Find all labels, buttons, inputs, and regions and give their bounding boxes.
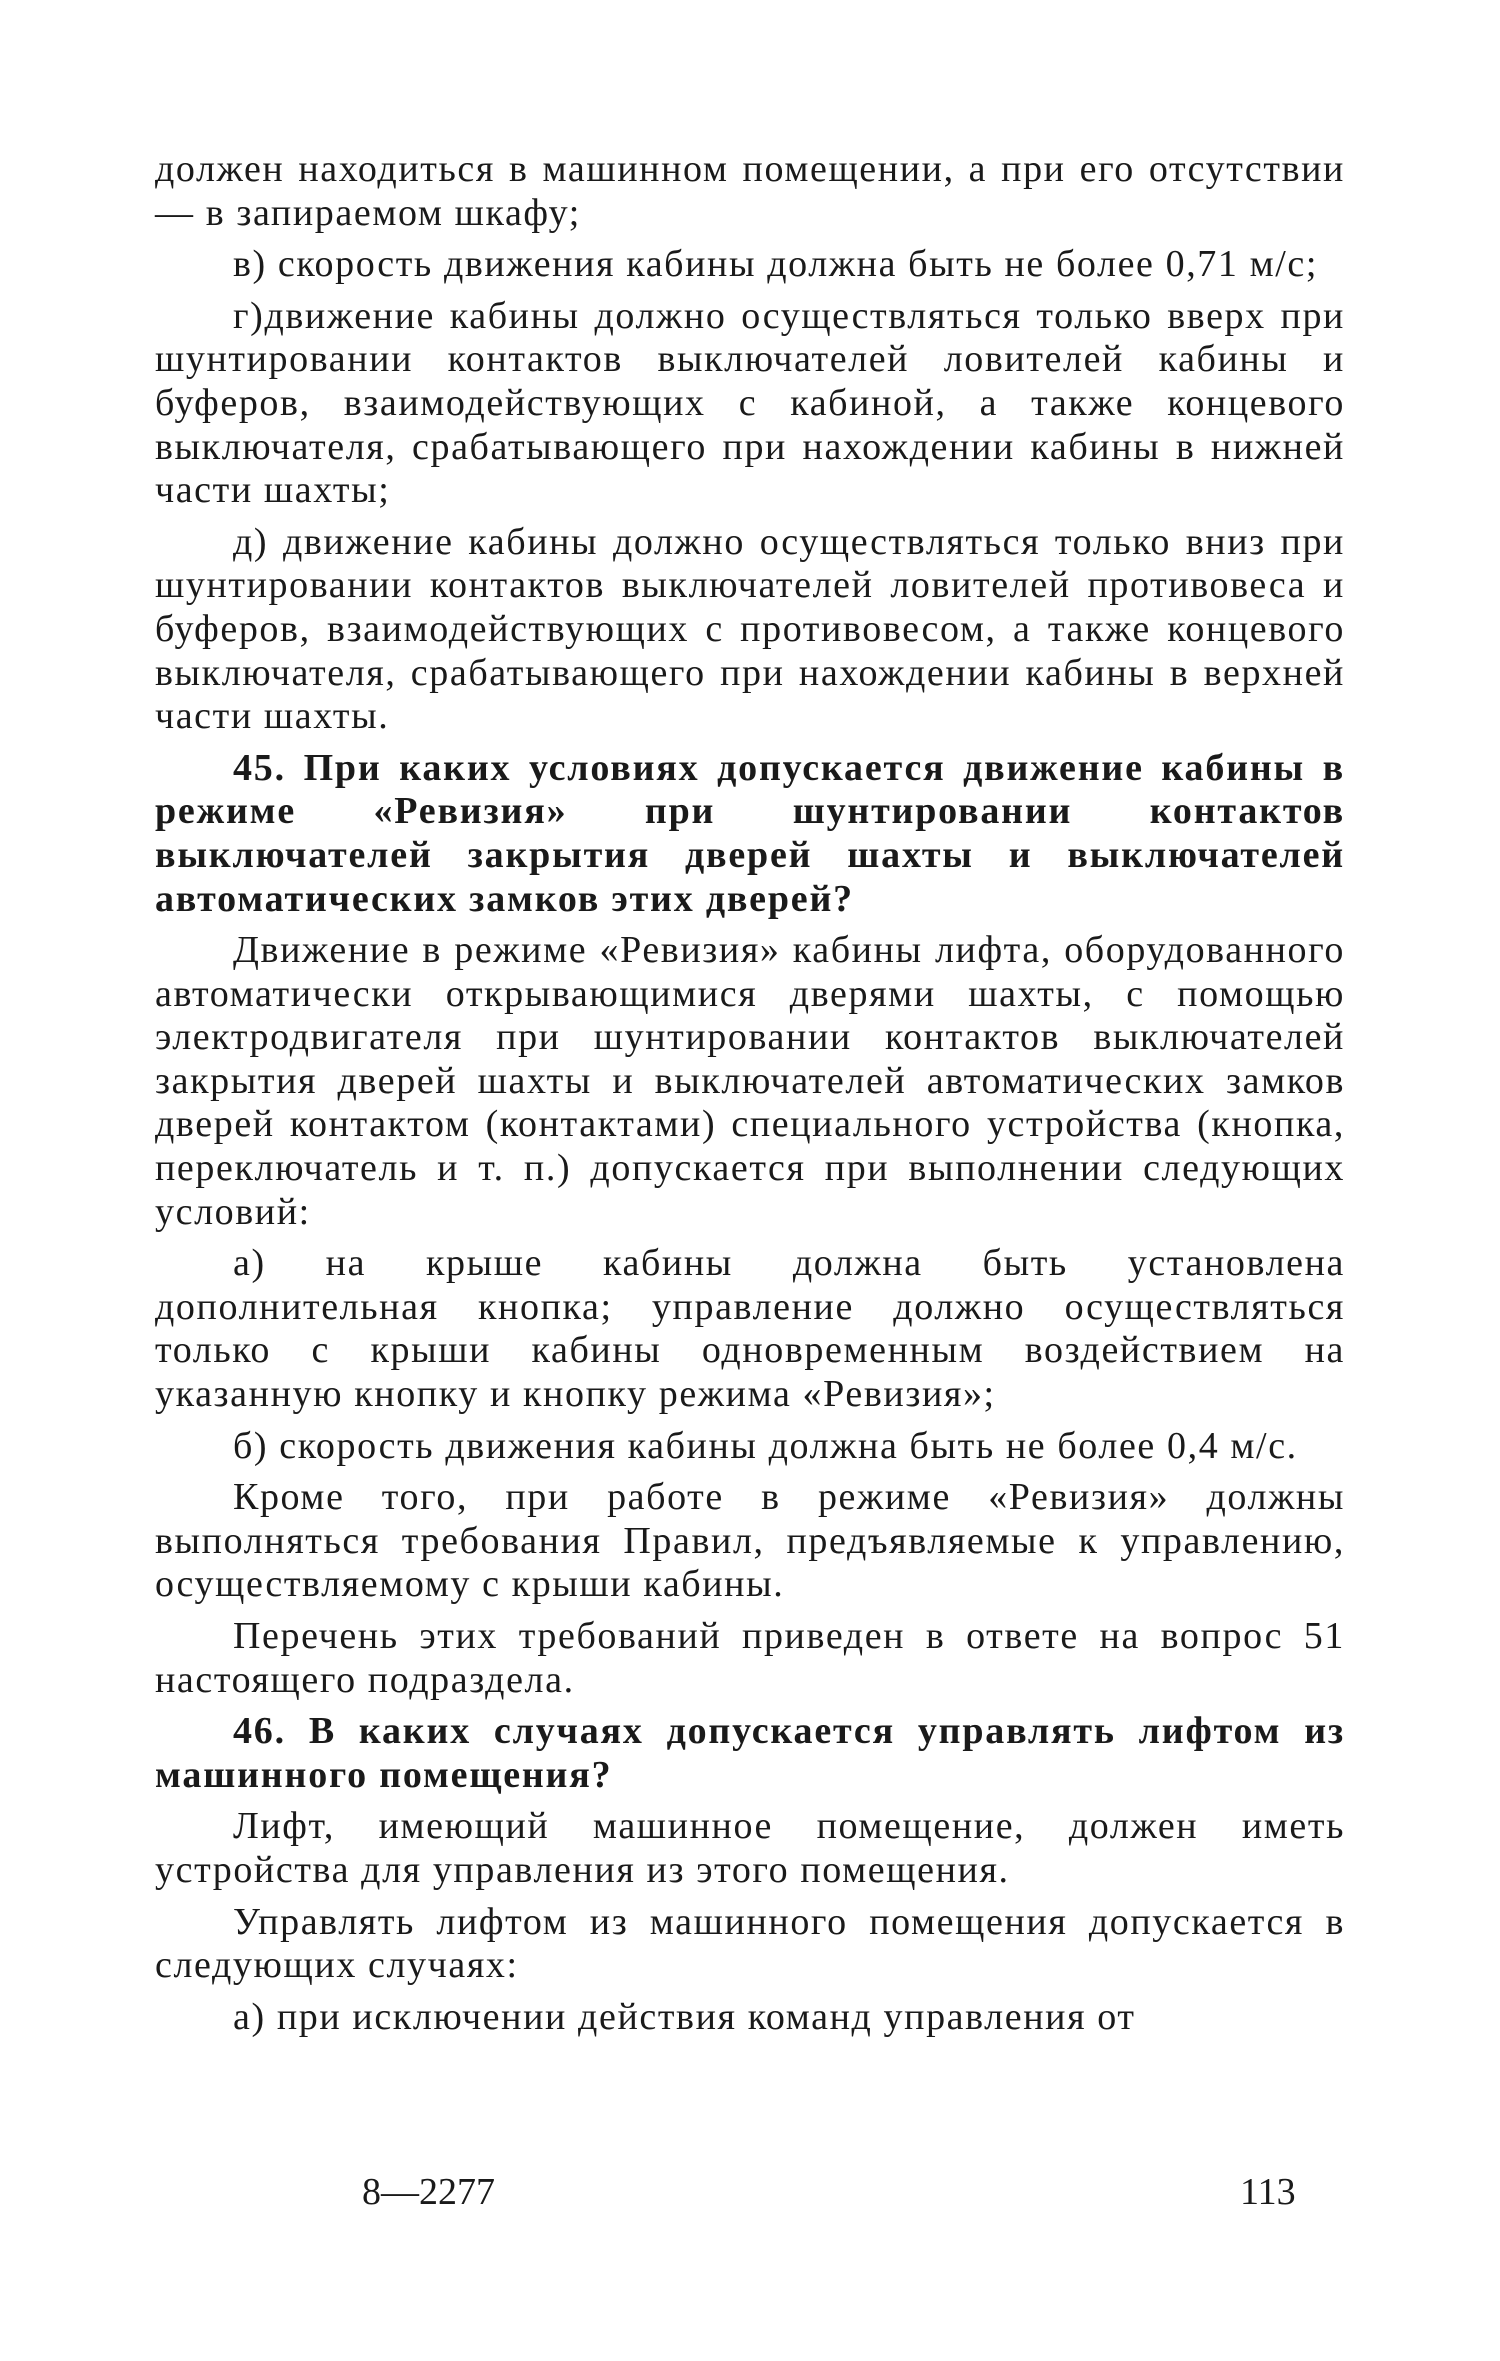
question-46-heading: 46. В каких случаях допускается управлять лифтом из машинного помещения?	[155, 1710, 1345, 1796]
page-body	[155, 148, 1345, 2039]
answer-46-paragraph: Лифт, имеющий машинное помещение, должен иметь устройства для управления из этого помещения.	[155, 1805, 1345, 1891]
paragraph-continuation: должен находиться в машинном помещении, а при его отсутствии — в запираемом шкафу;	[155, 148, 1345, 234]
list-item-v: в) скорость движения кабины должна быть не более 0,71 м/с;	[233, 243, 1319, 286]
answer-46-cases-intro: Управлять лифтом из машинного помещения допускается в следующих случаях:	[155, 1900, 1345, 1987]
list-item-a-cases: а) при исключении действия команд управления от	[233, 1995, 1136, 2038]
page-number: 113	[1240, 2171, 1296, 2213]
list-item-g: г)движение кабины должно осуществляться только вверх при шунтировании контактов выключателей ловителей кабины и буферов, взаимодействующих с кабиной, а также концевого выключателя, срабатывающего при нахождении кабины в нижней части шахты;	[155, 294, 1345, 512]
question-45-heading: 45. При каких условиях допускается движение кабины в режиме «Ревизия» при шунтировании контактов выключателей закрытия дверей шахты и выключателей автоматических замков этих дверей?	[155, 746, 1345, 920]
list-item-b: б) скорость движения кабины должна быть не более 0,4 м/с.	[233, 1424, 1298, 1467]
answer-45-reference: Перечень этих требований приведен в ответе на вопрос 51 настоящего подраздела.	[155, 1615, 1345, 1701]
answer-45-additional: Кроме того, при работе в режиме «Ревизия» должны выполняться требования Правил, предъявляемые к управлению, осуществляемому с крыши кабины.	[155, 1476, 1345, 1606]
list-item-a: а) на крыше кабины должна быть установлена дополнительная кнопка; управление должно осуществляться только с крыши кабины одновременным воздействием на указанную кнопку и кнопку режима «Ревизия»;	[155, 1242, 1345, 1416]
answer-45-paragraph: Движение в режиме «Ревизия» кабины лифта, оборудованного автоматически открывающимися дверями шахты, с помощью электродвигателя при шунтировании контактов выключателей закрытия дверей шахты и выключателей автоматических замков дверей контактом (контактами) специального устройства (кнопка, переключатель и т. п.) допускается при выполнении следующих условий:	[155, 929, 1345, 1233]
list-item-d: д) движение кабины должно осуществляться только вниз при шунтировании контактов выключателей ловителей противовеса и буферов, взаимодействующих с противовесом, а также концевого выключателя, срабатывающего при нахождении кабины в верхней части шахты.	[155, 520, 1345, 738]
printer-signature: 8—2277	[362, 2171, 495, 2213]
